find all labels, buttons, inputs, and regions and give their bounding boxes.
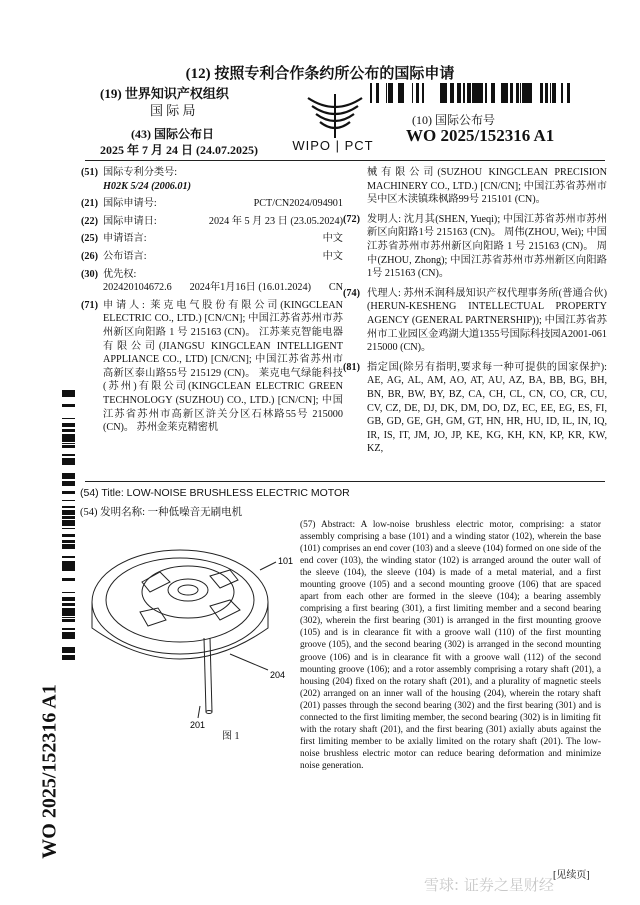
title-cn: (54) 发明名称: 一种低噪音无刷电机: [80, 507, 243, 518]
f21-label: 国际申请号:: [103, 198, 157, 210]
field-72: (72) 发明人: 沈月其(SHEN, Yueqi); 中国江苏省苏州市苏州新区向阳路1号 215163 (CN)。 周伟(ZHOU, Wei); 中国江苏省苏州市苏州新区向阳路 1 号 215163 (CN)。 周中(ZHOU, Zhong); 中国江苏省苏州市苏州新区向阳路1号 215163 (CN)。: [343, 213, 607, 280]
field-26: (26) 公布语言: 中文: [81, 250, 343, 262]
pubno-label: (10) 国际公布号: [412, 113, 495, 127]
biblio-left: [81, 166, 343, 439]
f71-text: 申请人: 莱克电气股份有限公司(KINGCLEAN ELECTRIC CO., LTD.) [CN/CN]; 中国江苏省苏州市苏州新区向阳路 1 号 215163 (CN)。 江苏莱克智能电器有限公司(JIANGSU KINGCLEAN INTELLIGENT APPLIANCE CO., LTD) [CN/CN]; 中国江苏省苏州市高新区泰山路55号 215129 (CN)。 莱克电气绿能科技(苏州)有限公司(KINGCLEAN ELECTRIC GREEN TECHNOLOGY (SUZHOU) CO., LTD.) [CN/CN]; 中国江苏省苏州市高新区浒关分区石林路55号 215000 (CN)。 苏州金莱克精密机: [103, 299, 343, 434]
header-divider: [85, 160, 605, 161]
f81-text: 指定国(除另有指明,要求每一种可提供的国家保护): AE, AG, AL, AM, AO, AT, AU, AZ, BA, BB, BG, BH, BN, BR, BW, BY, BZ, CA, CH, CL, CN, CO, CR, CU, CV, CZ, DE, DJ, DK, DM, DO, DZ, EC, EE, EG, ES, FI, GB, GD, GE, GH, GM, GT, HN, HR, HU, ID, IL, IN, IQ, IR, IS, IT, JM, JO, JP, KE, KG, KH, KN, KP, KR, KW, KZ,: [367, 361, 607, 455]
field-81: (81) 指定国(除另有指明,要求每一种可提供的国家保护): AE, AG, AL, AM, AO, AT, AU, AZ, BA, BB, BG, BH, BN, BR, BW, BY, BZ, CA, CH, CL, CN, CO, CR, CU, CV, CZ, DE, DJ, DK, DM, DO, DZ, EC, EE, EG, ES, FI, GB, GD, GE, GH, GM, GT, HN, HR, HU, ID, IL, IN, IQ, IR, IS, IT, JM, JO, JP, KE, KG, KH, KN, KP, KR, KW, KZ,: [343, 361, 607, 455]
figure-caption: 图 1: [222, 731, 240, 742]
org-line1: (19) 世界知识产权组织: [100, 86, 229, 101]
f72-text: 发明人: 沈月其(SHEN, Yueqi); 中国江苏省苏州市苏州新区向阳路1号 215163 (CN)。 周伟(ZHOU, Wei); 中国江苏省苏州市苏州新区向阳路 1 号 215163 (CN)。 周中(ZHOU, Zhong); 中国江苏省苏州市苏州新区向阳路1号 215163 (CN)。: [367, 213, 607, 280]
field-74: (74) 代理人: 苏州禾润科晟知识产权代理事务所(普通合伙) (HERUN-KESHENG INTELLECTUAL PROPERTY AGENCY (GENERAL PARTNERSHIP)); 中国江苏省苏州市工业园区金鸡湖大道1355号国际科技园A2001-061 215000 (CN)。: [343, 287, 607, 354]
f26-label: 公布语言:: [103, 250, 147, 262]
f30-country: CN: [328, 282, 343, 294]
field-30: (30) 优先权: 202420104672.6 2024年1月16日 (16.01.2024) CN: [81, 268, 343, 294]
f74-text: 代理人: 苏州禾润科晟知识产权代理事务所(普通合伙) (HERUN-KESHENG INTELLECTUAL PROPERTY AGENCY (GENERAL PARTNERSHIP)); 中国江苏省苏州市工业园区金鸡湖大道1355号国际科技园A2001-061 215000 (CN)。: [367, 287, 607, 354]
publication-number: WO 2025/152316 A1: [406, 126, 555, 145]
pubdate-label: (43) 国际公布日: [131, 127, 214, 141]
biblio-right: [343, 166, 607, 462]
f26-value: 中文: [322, 250, 343, 262]
section-divider: [85, 481, 605, 482]
applicant-continued: [343, 166, 607, 207]
continued-label: [见续页]: [553, 870, 590, 881]
f51-label: 国际专利分类号:: [103, 167, 178, 178]
field-22: (22) 国际申请日: 2024 年 5 月 23 日 (23.05.2024): [81, 215, 343, 227]
f51-value: H02K 5/24 (2006.01): [103, 180, 192, 192]
field-71: (71) 申请人: 莱克电气股份有限公司(KINGCLEAN ELECTRIC CO., LTD.) [CN/CN]; 中国江苏省苏州市苏州新区向阳路 1 号 215163 (CN)。 江苏莱克智能电器有限公司(JIANGSU KINGCLEAN INTELLIGENT APPLIANCE CO., LTD) [CN/CN]; 中国江苏省苏州市高新区泰山路55号 215129 (CN)。 莱克电气绿能科技(苏州)有限公司(KINGCLEAN ELECTRIC GREEN TECHNOLOGY (SUZHOU) CO., LTD.) [CN/CN]; 中国江苏省苏州市高新区浒关分区石林路55号 215000 (CN)。 苏州金莱克精密机: [81, 299, 343, 434]
field-21: (21) 国际申请号: PCT/CN2024/094901: [81, 198, 343, 210]
org-line2: 国 际 局: [150, 103, 196, 118]
pubdate: 2025 年 7 月 24 日 (24.07.2025): [100, 143, 258, 157]
f22-value: 2024 年 5 月 23 日 (23.05.2024): [208, 215, 343, 227]
f30-label: 优先权:: [103, 268, 137, 280]
wipo-org-block: [100, 85, 300, 119]
cont-text: 械有限公司(SUZHOU KINGCLEAN PRECISION MACHINERY CO., LTD.) [CN/CN]; 中国江苏省苏州市吴中区木渎镇珠枫路99号 215101 (CN)。: [367, 167, 607, 206]
abstract: (57) Abstract: A low-noise brushless electric motor, comprising: a stator assembly comprising a base (101) and a winding stator (102), wherein the base (101) comprises an end cover (103) and a sleeve (104) formed on one side of the end cover (103), the winding stator (102) is arranged around the outer wall of the sleeve (104), the sleeve (104) is made of a metal material, and a first mounting groove (105) and a second mounting groove (106) that are spaced apart from each other are formed in the sleeve (104); a bearing assembly comprising a first bearing (301), a first limiting member and a second bearing (302), wherein the first bearing (301) is arranged in the first mounting groove (105) and is in clearance fit with a groove wall (110) of the first mounting groove (105), and the second bearing (302) is arranged in the second mounting groove (106) and is in clearance fit with a groove wall (112) of the second mounting groove (106); and a rotor assembly comprising a rotary shaft (201), a housing (204) fixed on the rotary shaft (201), and a plurality of magnetic steels (202) arranged on an inner wall of the housing (204), wherein the rotary shaft (201) passes through the second bearing (302) and the first bearing (301) and is connected to the first limiting member, the second bearing (302) is in limiting fit with the rotary shaft (201), and the first bearing (301) axially abuts against the first limiting member to be axially limited on the rotary shaft (201). The low-noise brushless electric motor can reduce bearing deformation and minimize noise generation.: [300, 520, 601, 771]
label-204: 204: [270, 670, 286, 680]
label-101: 101: [278, 556, 294, 566]
field-51: (51) 国际专利分类号: H02K 5/24 (2006.01): [81, 167, 192, 192]
f30-value: 202420104672.6: [103, 282, 172, 294]
f21-value: PCT/CN2024/094901: [253, 198, 343, 210]
side-publication-number: WO 2025/152316 A1: [38, 684, 61, 859]
wipo-pct-text: WIPO | PCT: [292, 138, 374, 153]
title-en: (54) Title: LOW-NOISE BRUSHLESS ELECTRIC MOTOR: [80, 487, 350, 499]
f25-label: 申请语言:: [103, 233, 147, 245]
barcode-side-icon: [62, 390, 75, 660]
f25-value: 中文: [322, 233, 343, 245]
watermark: 雪球: 证券之星财经: [424, 876, 554, 894]
label-201: 201: [190, 720, 206, 730]
field-25: (25) 申请语言: 中文: [81, 233, 343, 245]
motor-figure: [80, 530, 300, 760]
f30-date: 2024年1月16日 (16.01.2024): [189, 282, 311, 294]
barcode-top-icon: [365, 83, 573, 103]
document-title: (12) 按照专利合作条约所公布的国际申请: [185, 66, 455, 82]
f22-label: 国际申请日:: [103, 215, 157, 227]
